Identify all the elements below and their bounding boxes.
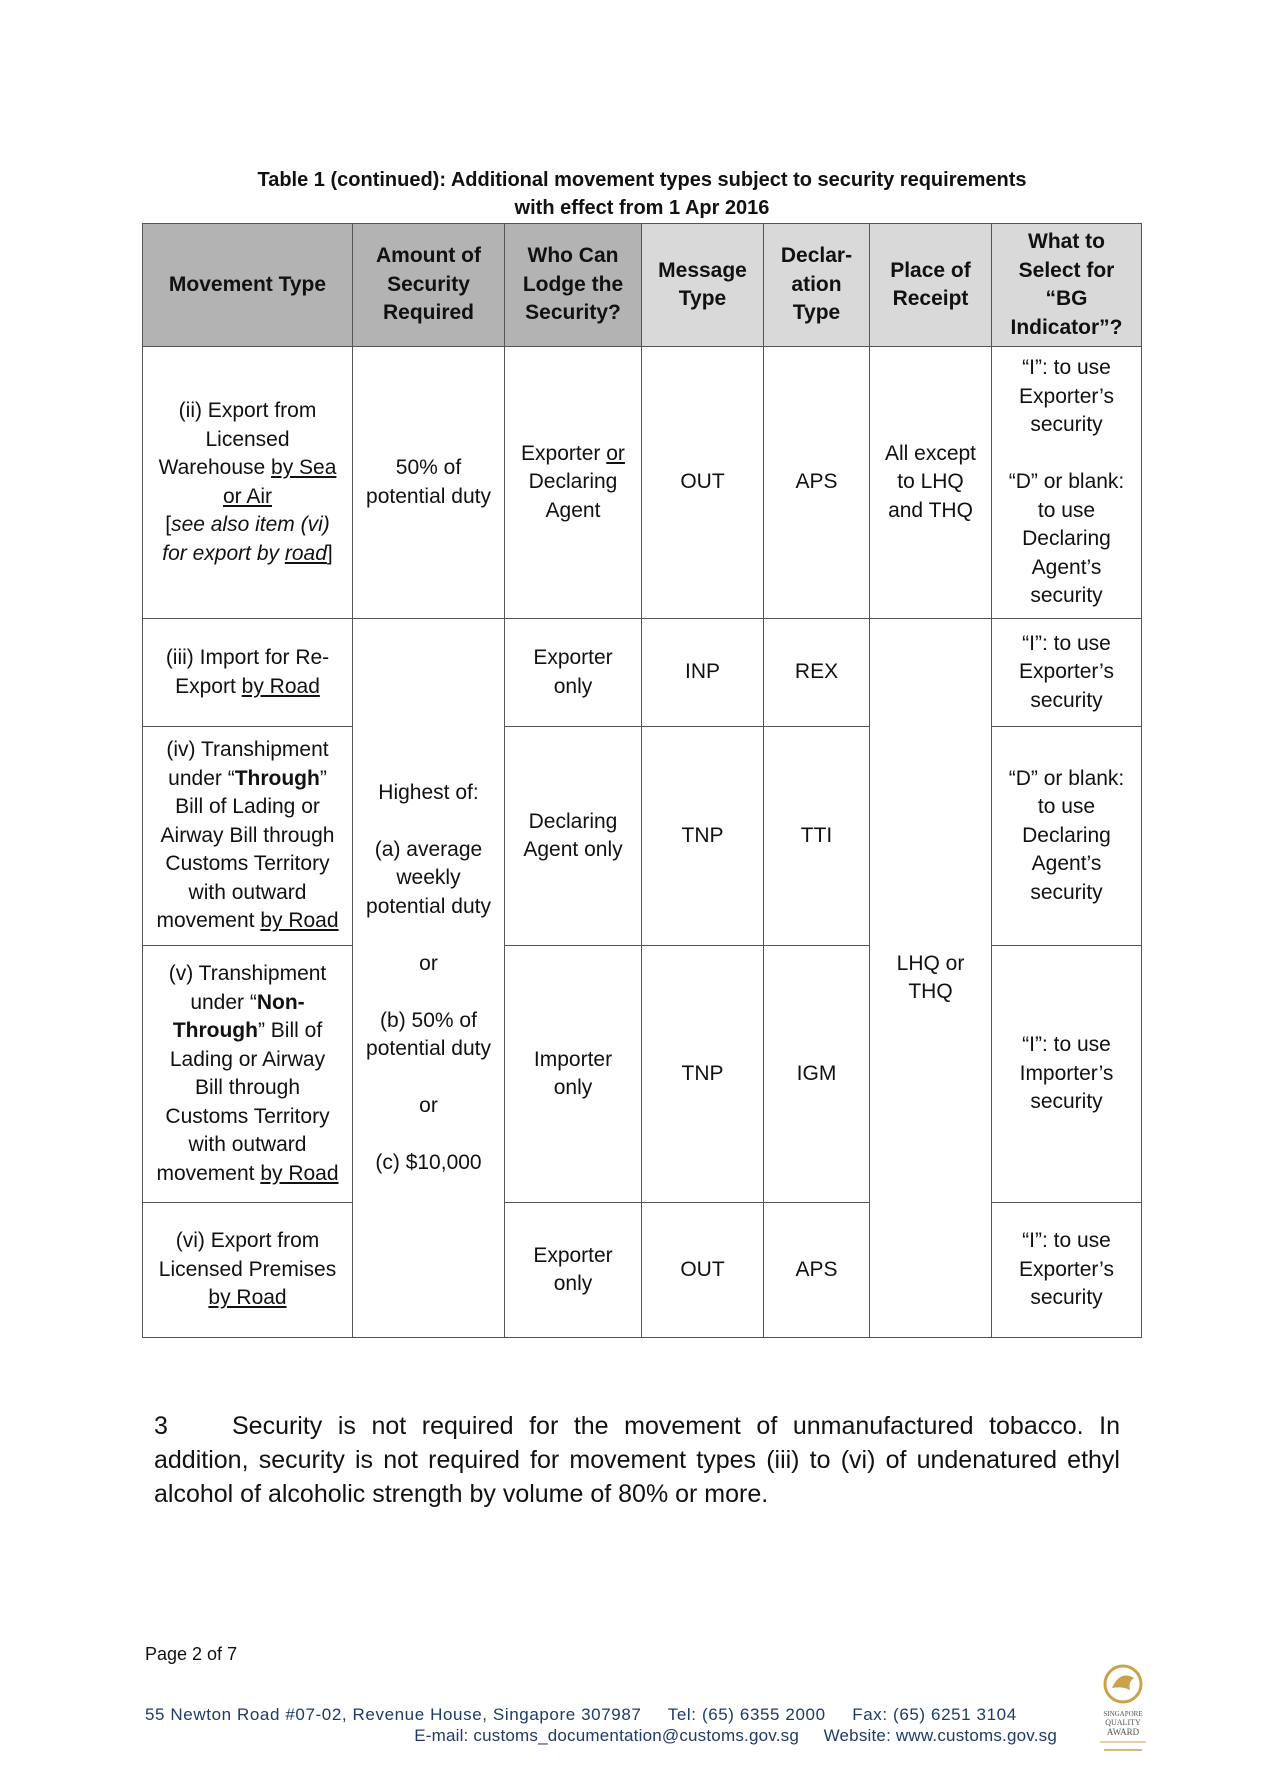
header-movement-type: Movement Type — [143, 224, 353, 347]
cell-who-vi: Exporter only — [505, 1203, 642, 1338]
cell-declaration-ii: APS — [764, 347, 870, 619]
cell-bg-v: “I”: to use Importer’s security — [992, 946, 1142, 1203]
cell-movement-ii: (ii) Export from Licensed Warehouse by Sea or Air [see also item (vi) for export by road] — [143, 347, 353, 619]
cell-declaration-iii: REX — [764, 619, 870, 727]
header-message-type: Message Type — [642, 224, 764, 347]
cell-bg-iv: “D” or blank: to use Declaring Agent’s security — [992, 727, 1142, 946]
cell-bg-iii: “I”: to use Exporter’s security — [992, 619, 1142, 727]
cell-who-iii: Exporter only — [505, 619, 642, 727]
paragraph-3 — [154, 1409, 1120, 1511]
cell-who-ii: Exporter or Declaring Agent — [505, 347, 642, 619]
cell-declaration-iv: TTI — [764, 727, 870, 946]
table-caption-line1: Table 1 (continued): Additional movement types subject to security requirements — [257, 169, 1027, 191]
singapore-quality-award-logo — [1090, 1660, 1156, 1760]
cell-bg-vi: “I”: to use Exporter’s security — [992, 1203, 1142, 1338]
cell-movement-iv: (iv) Transhipment under “Through” Bill of Lading or Airway Bill through Customs Territory with outward movement by Road — [143, 727, 353, 946]
svg-text:AWARD: AWARD — [1106, 1727, 1140, 1737]
page-number: Page 2 of 7 — [145, 1644, 238, 1664]
cell-amount-ii: 50% of potential duty — [353, 347, 505, 619]
table-header-row — [143, 224, 1142, 347]
table-row — [143, 727, 1142, 946]
header-who-can-lodge: Who Can Lodge the Security? — [505, 224, 642, 347]
paragraph-text: Security is not required for the movement of unmanufactured tobacco. In addition, security is not required for movement types (iii) to (vi) of undenatured ethyl alcohol of alcoholic strength by volume of 80% or more. — [154, 1412, 1120, 1508]
cell-bg-ii: “I”: to use Exporter’s security “D” or blank: to use Declaring Agent’s security — [992, 347, 1142, 619]
table-row — [143, 619, 1142, 727]
cell-place-shared: LHQ or THQ — [870, 619, 992, 1338]
cell-who-v: Importer only — [505, 946, 642, 1203]
table-row — [143, 347, 1142, 619]
table-caption — [142, 166, 1142, 222]
table-row — [143, 946, 1142, 1203]
header-place-of-receipt: Place of Receipt — [870, 224, 992, 347]
cell-message-ii: OUT — [642, 347, 764, 619]
table-caption-line2: with effect from 1 Apr 2016 — [514, 197, 770, 219]
cell-message-v: TNP — [642, 946, 764, 1203]
table-row — [143, 1203, 1142, 1338]
cell-amount-shared: Highest of: (a) average weekly potential duty or (b) 50% of potential duty or (c) $10,000 — [353, 619, 505, 1338]
cell-movement-v: (v) Transhipment under “Non-Through” Bill of Lading or Airway Bill through Customs Territory with outward movement by Road — [143, 946, 353, 1203]
cell-message-vi: OUT — [642, 1203, 764, 1338]
svg-text:QUALITY: QUALITY — [1105, 1718, 1141, 1727]
header-amount: Amount of Security Required — [353, 224, 505, 347]
footer-address — [145, 1704, 1057, 1746]
footer-contact-line: E-mail: customs_documentation@customs.gov.sg Website: www.customs.gov.sg — [414, 1726, 1057, 1745]
cell-declaration-vi: APS — [764, 1203, 870, 1338]
paragraph-number: 3 — [154, 1412, 168, 1440]
header-bg-indicator: What to Select for “BG Indicator”? — [992, 224, 1142, 347]
cell-place-ii: All except to LHQ and THQ — [870, 347, 992, 619]
header-declaration-type: Declar- ation Type — [764, 224, 870, 347]
cell-movement-iii: (iii) Import for Re-Export by Road — [143, 619, 353, 727]
movement-types-table — [142, 223, 1142, 1338]
cell-message-iii: INP — [642, 619, 764, 727]
footer-address-line: 55 Newton Road #07-02, Revenue House, Singapore 307987 Tel: (65) 6355 2000 Fax: (65) 6251 3104 — [145, 1705, 1017, 1724]
cell-declaration-v: IGM — [764, 946, 870, 1203]
cell-who-iv: Declaring Agent only — [505, 727, 642, 946]
svg-text:SINGAPORE: SINGAPORE — [1103, 1710, 1143, 1718]
cell-message-iv: TNP — [642, 727, 764, 946]
cell-movement-vi: (vi) Export from Licensed Premises by Road — [143, 1203, 353, 1338]
